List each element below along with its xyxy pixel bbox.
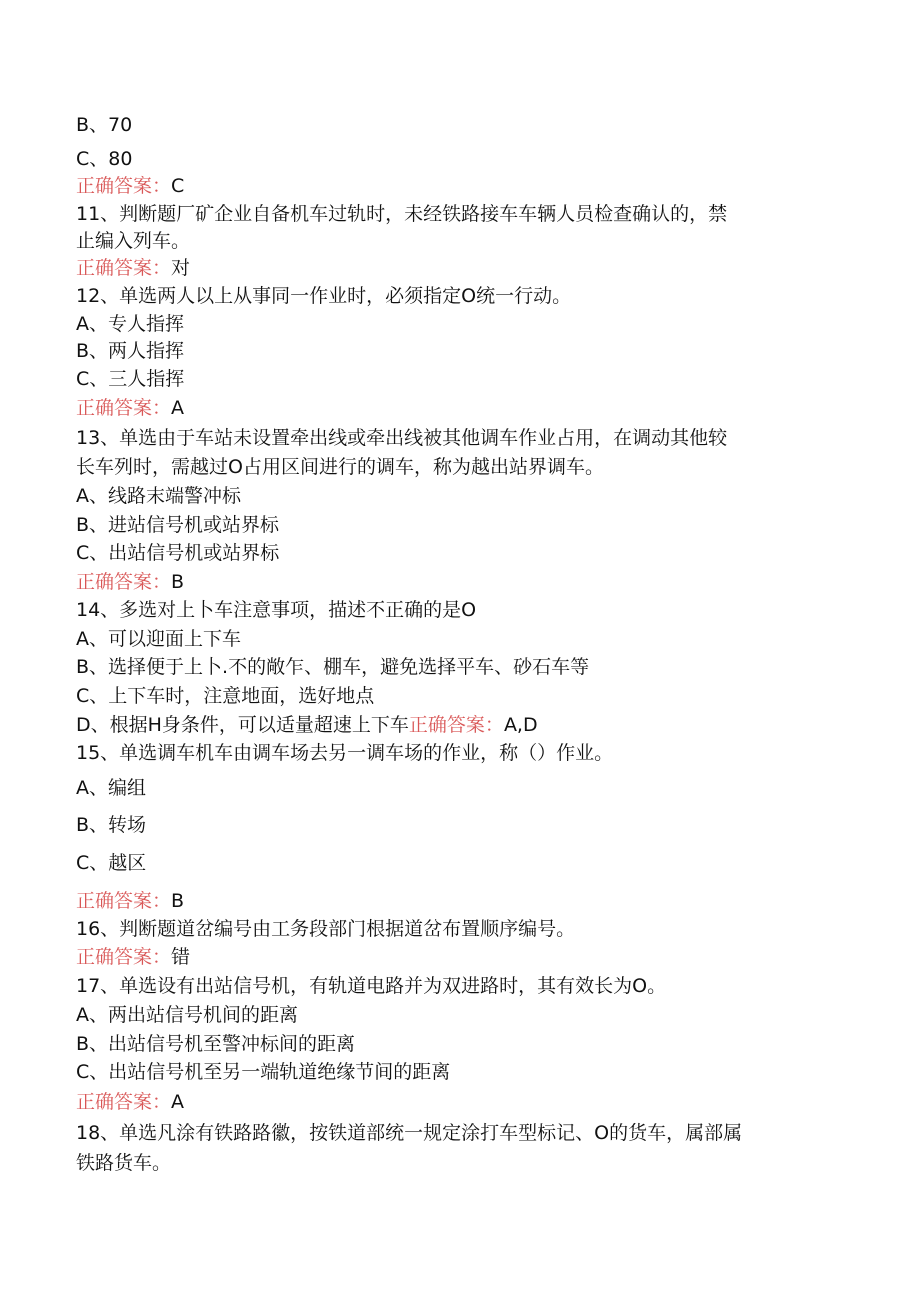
answer-label: 正确答案：: [76, 257, 172, 279]
option-b-70: B、70: [76, 114, 133, 136]
answer-10: [76, 174, 184, 198]
answer-label: 正确答案：: [76, 946, 172, 968]
answer-value: B: [171, 571, 185, 593]
answer-label: 正确答案：: [76, 1091, 172, 1113]
option-14-d-with-answer: [76, 713, 538, 737]
answer-label: 正确答案：: [76, 175, 172, 197]
answer-15: [76, 889, 184, 913]
question-18-line1: 18、单选凡涂有铁路路徽，按铁道部统一规定涂打车型标记、O的货车，属部属: [76, 1122, 743, 1144]
question-15: 15、单选调车机车由调车场去另一调车场的作业，称（）作业。: [76, 742, 614, 764]
answer-value: A: [171, 1091, 185, 1113]
option-13-b: B、进站信号机或站界标: [76, 514, 280, 536]
option-15-a: A、编组: [76, 777, 146, 799]
question-11-line2: 止编入列车。: [76, 230, 191, 252]
option-12-c: C、三人指挥: [76, 368, 185, 390]
option-14-b: B、选择便于上卜.不的敞乍、棚车，避免选择平车、砂石车等: [76, 656, 590, 678]
answer-12: [76, 396, 184, 420]
option-12-b: B、两人指挥: [76, 340, 185, 362]
option-15-b: B、转场: [76, 814, 147, 836]
question-18-line2: 铁路货车。: [76, 1152, 172, 1174]
answer-label: 正确答案：: [76, 397, 172, 419]
answer-label: 正确答案：: [76, 571, 172, 593]
answer-17: [76, 1090, 184, 1114]
answer-label: 正确答案：: [408, 714, 504, 736]
answer-value: C: [171, 175, 185, 197]
answer-13: [76, 570, 184, 594]
option-12-a: A、专人指挥: [76, 313, 184, 335]
answer-16: [76, 945, 190, 969]
option-14-d: D、根据H身条件，可以适量超速上下车: [76, 714, 409, 736]
answer-value: 对: [171, 257, 191, 279]
question-11-line1: 11、判断题厂矿企业自备机车过轨时，未经铁路接车车辆人员检查确认的，禁: [76, 203, 728, 225]
answer-value: A,D: [503, 714, 538, 736]
option-17-b: B、出站信号机至警冲标间的距离: [76, 1033, 356, 1055]
option-17-a: A、两出站信号机间的距离: [76, 1004, 298, 1026]
answer-11: [76, 256, 190, 280]
question-17: 17、单选设有出站信号机，有轨道电路并为双进路时，其有效长为O。: [76, 975, 667, 997]
answer-label: 正确答案：: [76, 890, 172, 912]
option-17-c: C、出站信号机至另一端轨道绝缘节间的距离: [76, 1061, 451, 1083]
answer-value: 错: [171, 946, 191, 968]
option-c-80: C、80: [76, 148, 133, 170]
question-14: 14、多选对上卜车注意事项，描述不正确的是O: [76, 599, 477, 621]
question-13-line2: 长车列时，需越过O占用区间进行的调车，称为越出站界调车。: [76, 456, 604, 478]
option-13-c: C、出站信号机或站界标: [76, 542, 280, 564]
answer-value: A: [171, 397, 185, 419]
option-13-a: A、线路末端警冲标: [76, 485, 241, 507]
answer-value: B: [171, 890, 185, 912]
question-16: 16、判断题道岔编号由工务段部门根据道岔布置顺序编号。: [76, 918, 576, 940]
option-14-c: C、上下车时，注意地面，选好地点: [76, 685, 375, 707]
question-12: 12、单选两人以上从事同一作业时，必须指定O统一行动。: [76, 285, 572, 307]
option-14-a: A、可以迎面上下车: [76, 628, 241, 650]
question-13-line1: 13、单选由于车站未设置牵出线或牵出线被其他调车作业占用，在调动其他较: [76, 427, 728, 449]
option-15-c: C、越区: [76, 852, 147, 874]
